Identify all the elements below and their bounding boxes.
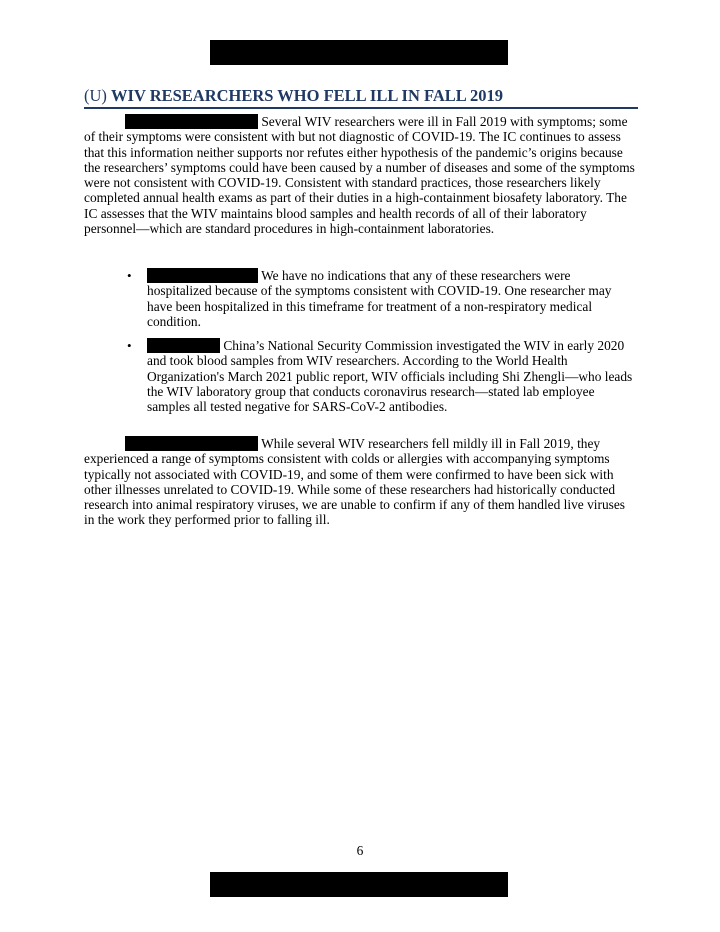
top-classification-redaction [210, 40, 508, 65]
bullet-text: We have no indications that any of these researchers were hospitalized because of the symptoms consistent with COVID-19. One researcher may have been hospitalized in this timeframe for treatment of a non-respiratory medical condition. [147, 268, 612, 329]
paragraph-mild-illness [84, 436, 637, 528]
heading-classification-prefix: (U) [84, 86, 112, 105]
paragraph-redaction [125, 114, 258, 129]
page-number: 6 [356, 843, 364, 858]
bullet-icon: • [127, 338, 132, 354]
section-heading [84, 86, 638, 109]
paragraph-text: Several WIV researchers were ill in Fall 2019 with symptoms; some of their symptoms were consistent with but not diagnostic of COVID-19. The IC continues to assess that this information neither supports nor refutes either hypothesis of the pandemic’s origins because the researchers’ symptoms could have been caused by a number of diseases and some of the symptoms were not consistent with COVID-19. Consistent with standard practices, those researchers likely completed annual health exams as part of their duties in a high-containment biosafety laboratory. The IC assesses that the WIV maintains blood samples and health records of all of their laboratory personnel—which are standard procedures in high-containment laboratories. [84, 114, 635, 237]
bullet-icon: • [127, 268, 132, 283]
bullet-list [127, 268, 637, 424]
bullet-text: China’s National Security Commission investigated the WIV in early 2020 and took blood samples from WIV researchers. According to the World Health Organization's March 2021 public report, WIV officials including Shi Zhengli—who leads the WIV laboratory group that conducts coronavirus research—stated lab employee samples all tested negative for SARS-CoV-2 antibodies. [147, 338, 633, 415]
bullet-redaction [147, 338, 220, 353]
bullet-redaction [147, 268, 258, 283]
paragraph-redaction [125, 436, 258, 451]
heading-title: WIV RESEARCHERS WHO FELL ILL IN FALL 2019 [111, 86, 504, 105]
paragraph-text: While several WIV researchers fell mildly ill in Fall 2019, they experienced a range of symptoms consistent with colds or allergies with accompanying symptoms typically not associated with COVID-19, and some of them were confirmed to have been sick with other illnesses unrelated to COVID-19. While some of these researchers had historically conducted research into animal respiratory viruses, we are unable to confirm if any of them handled live viruses in the work they performed prior to falling ill. [84, 436, 626, 528]
bottom-classification-redaction [210, 872, 508, 897]
paragraph-researchers-ill [84, 114, 637, 236]
bullet-item-blood-samples [127, 338, 637, 415]
bullet-item-hospitalization [127, 268, 637, 329]
